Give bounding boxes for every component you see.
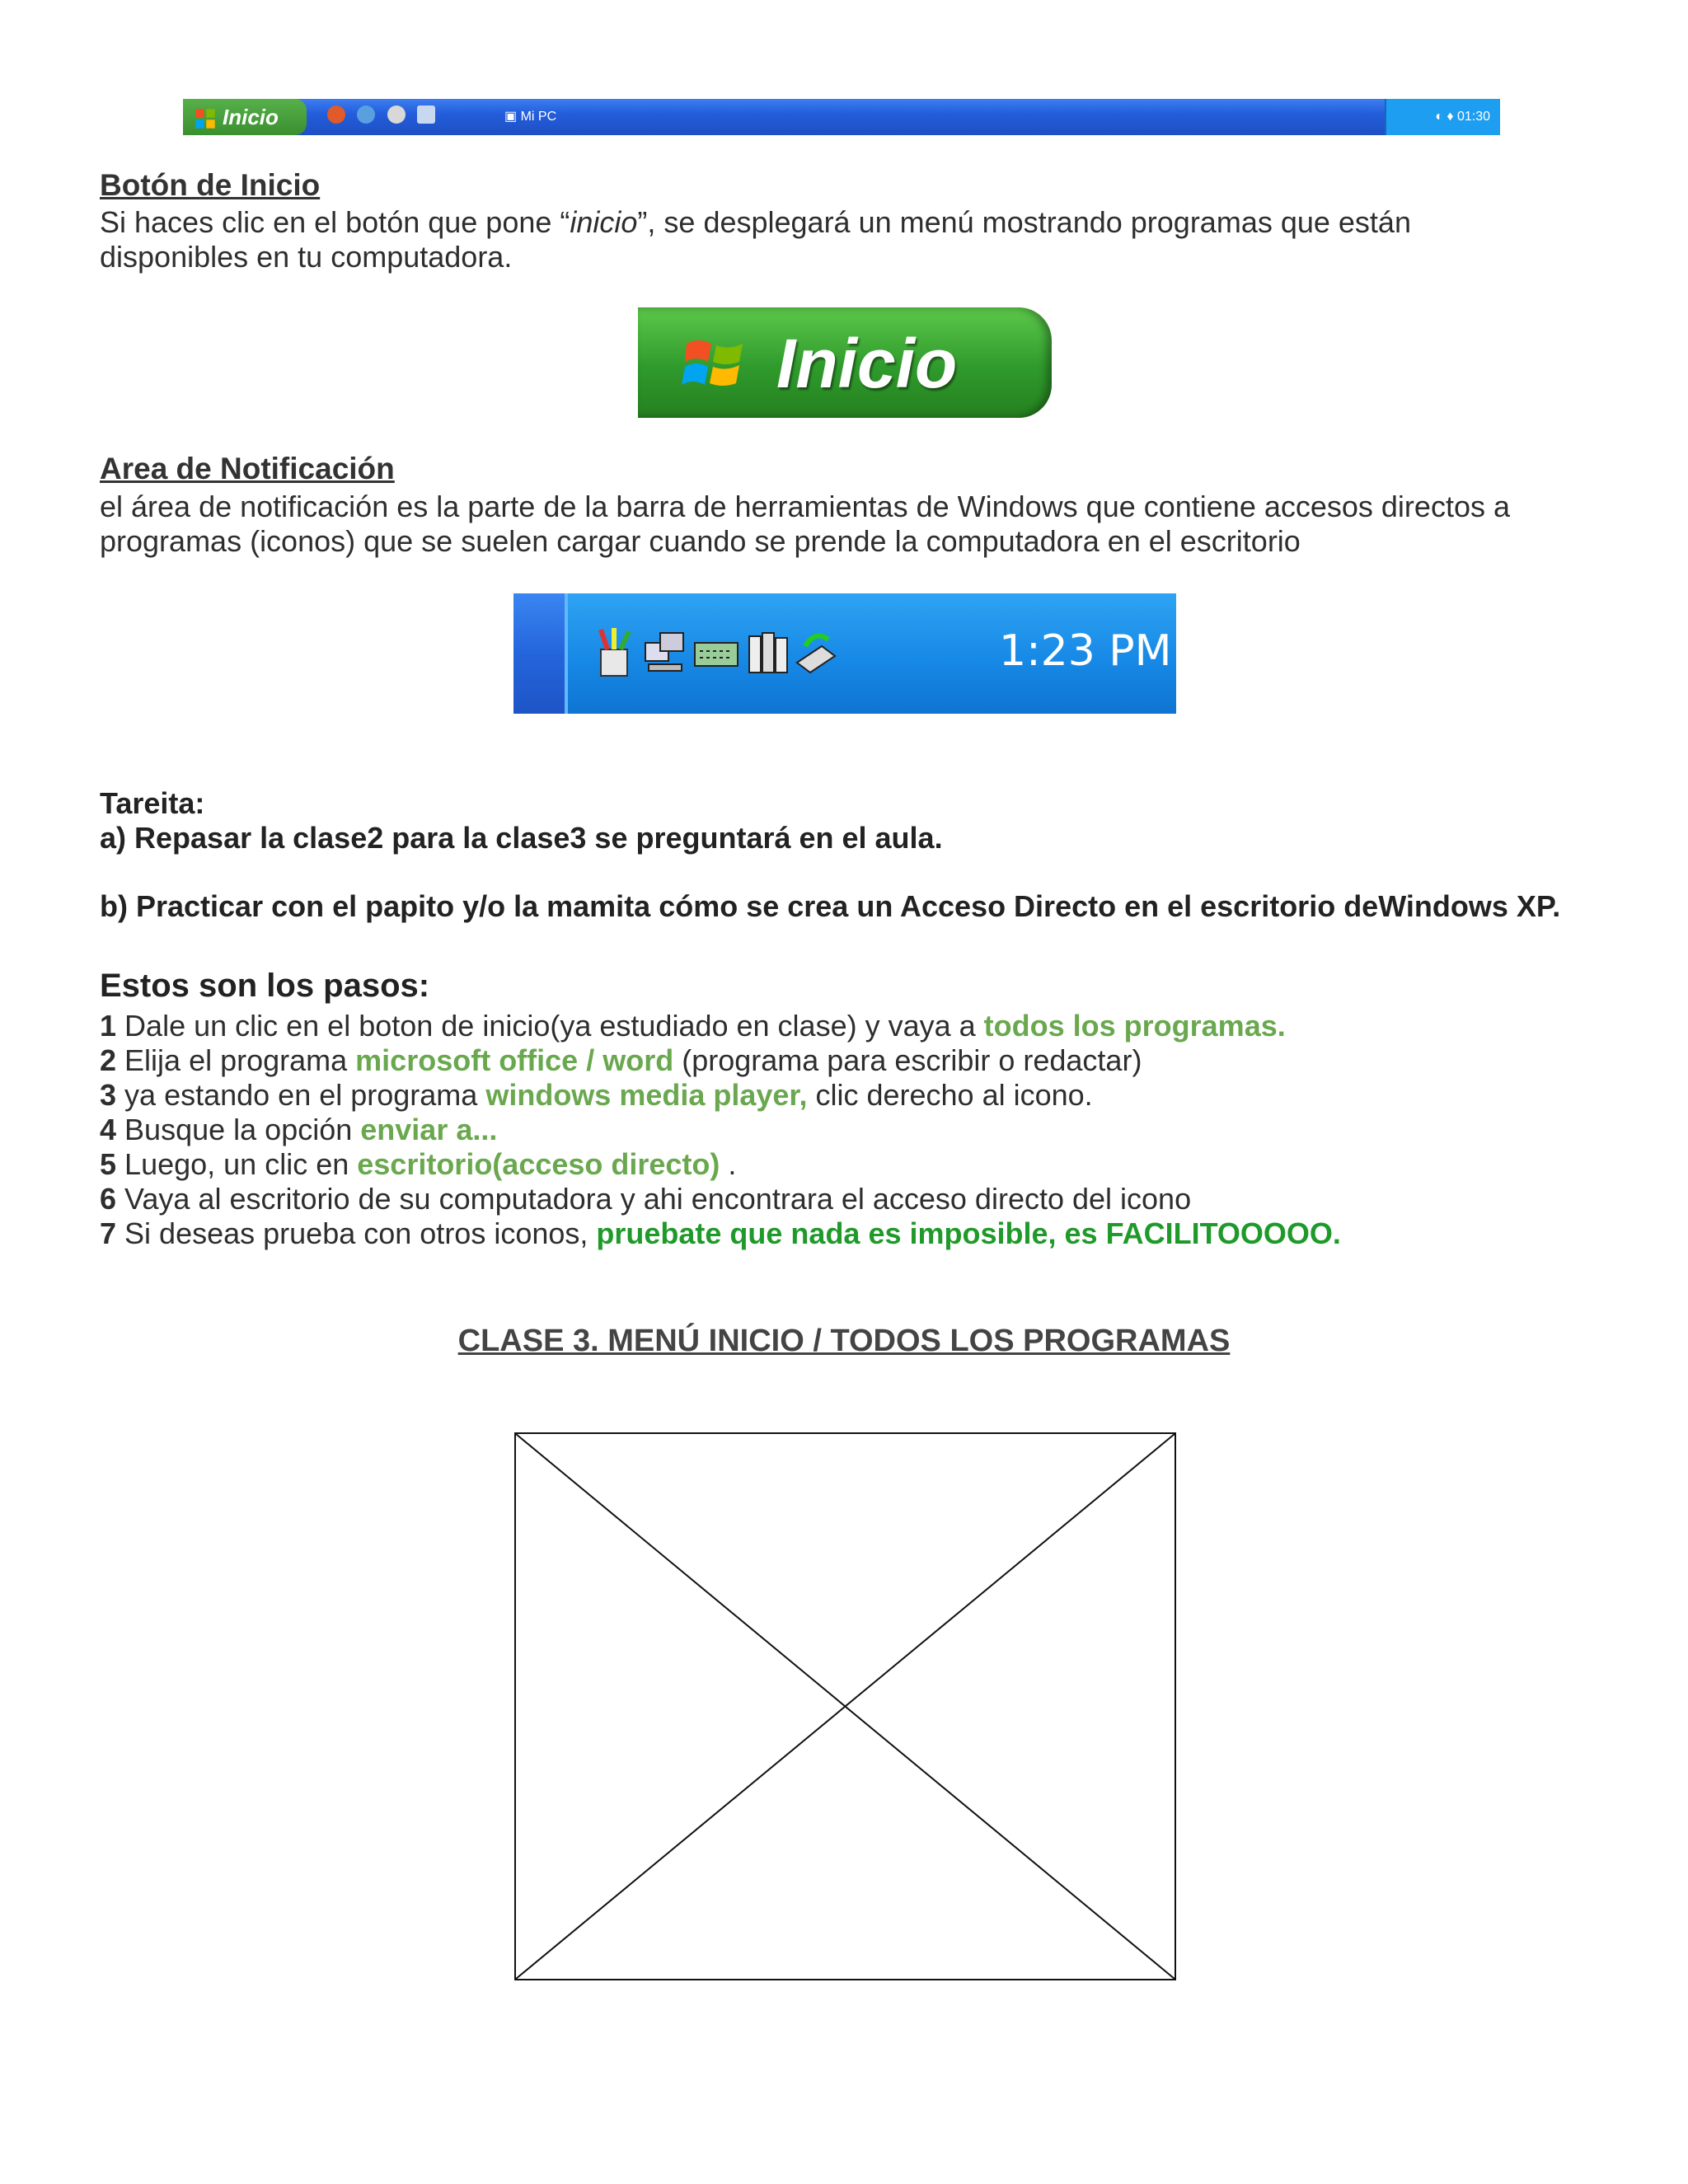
step-text-after: (programa para escribir o redactar) [673, 1043, 1142, 1077]
step-number: 1 [100, 1009, 117, 1043]
steps-title: Estos son los pasos: [100, 968, 430, 1004]
tarea-b: b) Practicar con el papito y/o la mamita cómo se crea un Acceso Directo en el escritorio deWindows XP. [100, 889, 1561, 923]
computer-icon: ▣ [504, 110, 521, 124]
start-button-label: Inicio [776, 325, 958, 402]
notificacion-text: el área de notificación es la parte de la barra de herramientas de Windows que contiene accesos directos a programas (iconos) que se suelen cargar cuando se prende la computadora en el escritorio [100, 490, 1510, 558]
ie-icon [357, 105, 375, 124]
step-text: Luego, un clic en [124, 1147, 358, 1181]
desktop-icon [417, 105, 435, 124]
network-icon [387, 105, 406, 124]
step-text: Si deseas prueba con otros iconos, [124, 1216, 597, 1250]
step-text-after: . [720, 1147, 737, 1181]
step-item [100, 1078, 1583, 1113]
firefox-icon [327, 105, 345, 124]
step-text: Vaya al escritorio de su computadora y ahi encontrara el acceso directo del icono [124, 1182, 1192, 1216]
notification-tray [565, 593, 1176, 714]
tray-icons: ◐ ♦ [1435, 110, 1457, 124]
network-computers-icon [642, 626, 688, 677]
placeholder-cross-icon [516, 1434, 1175, 1979]
step-item [100, 1009, 1583, 1043]
clase3-title: CLASE 3. MENÚ INICIO / TODOS LOS PROGRAMAS [457, 1324, 1231, 1358]
step-text: Dale un clic en el boton de inicio(ya estudiado en clase) y vaya a [124, 1009, 984, 1043]
keyboard-icon [693, 626, 739, 677]
tarea-a: a) Repasar la clase2 para la clase3 se preguntará en el aula. [100, 821, 943, 855]
taskbar-task [504, 104, 603, 130]
boton-inicio-text [100, 205, 1550, 274]
taskbar-start-label: Inicio [223, 105, 279, 129]
safely-remove-icon [792, 626, 838, 677]
start-button-image [638, 307, 1052, 418]
step-text: ya estando en el programa [124, 1078, 486, 1112]
steps-list [100, 1009, 1583, 1251]
step-number: 6 [100, 1182, 117, 1216]
image-placeholder [514, 1432, 1176, 1980]
taskbar-screenshot [183, 99, 1500, 135]
step-text-after: clic derecho al icono. [807, 1078, 1093, 1112]
notification-area-image [513, 593, 1173, 714]
step-item [100, 1113, 1583, 1147]
boton-inicio-text-after: ”, se desplegará un menú mostrando programas que están disponibles en tu computadora. [100, 205, 1411, 274]
step-item [100, 1043, 1583, 1078]
step-number: 5 [100, 1147, 117, 1181]
notification-clock: 1:23 PM [999, 626, 1172, 676]
clase3-heading-wrap [0, 1324, 1688, 1359]
step-text: Busque la opción [124, 1113, 361, 1146]
step-text: Elija el programa [124, 1043, 356, 1077]
tarea-title: Tareita: [100, 786, 205, 820]
boton-inicio-text-before: Si haces clic en el botón que pone “ [100, 205, 570, 239]
notificacion-title: Area de Notificación [100, 452, 395, 485]
books-icon [744, 626, 790, 677]
step-number: 3 [100, 1078, 117, 1112]
taskbar-tray [1385, 99, 1500, 135]
step-highlight: microsoft office / word [355, 1043, 674, 1077]
step-highlight: escritorio(acceso directo) [357, 1147, 720, 1181]
step-item [100, 1182, 1583, 1216]
step-highlight: todos los programas. [983, 1009, 1286, 1043]
step-highlight: enviar a... [360, 1113, 498, 1146]
taskbar-clock: 01:30 [1456, 110, 1490, 124]
step-number: 7 [100, 1216, 117, 1250]
step-number: 2 [100, 1043, 117, 1077]
taskbar-start-button [183, 99, 307, 135]
step-item [100, 1147, 1583, 1182]
boton-inicio-text-italic: inicio [570, 205, 638, 239]
step-highlight: pruebate que nada es imposible, es FACILITOOOOO. [596, 1216, 1341, 1250]
pencil-cup-icon [591, 626, 637, 677]
step-highlight: windows media player, [485, 1078, 808, 1112]
step-item [100, 1216, 1583, 1251]
windows-logo-icon [679, 330, 750, 396]
taskbar-task-label: Mi PC [520, 110, 557, 124]
quick-launch [327, 105, 443, 129]
boton-inicio-title: Botón de Inicio [100, 168, 321, 202]
step-number: 4 [100, 1113, 117, 1146]
windows-logo-icon [195, 108, 216, 129]
